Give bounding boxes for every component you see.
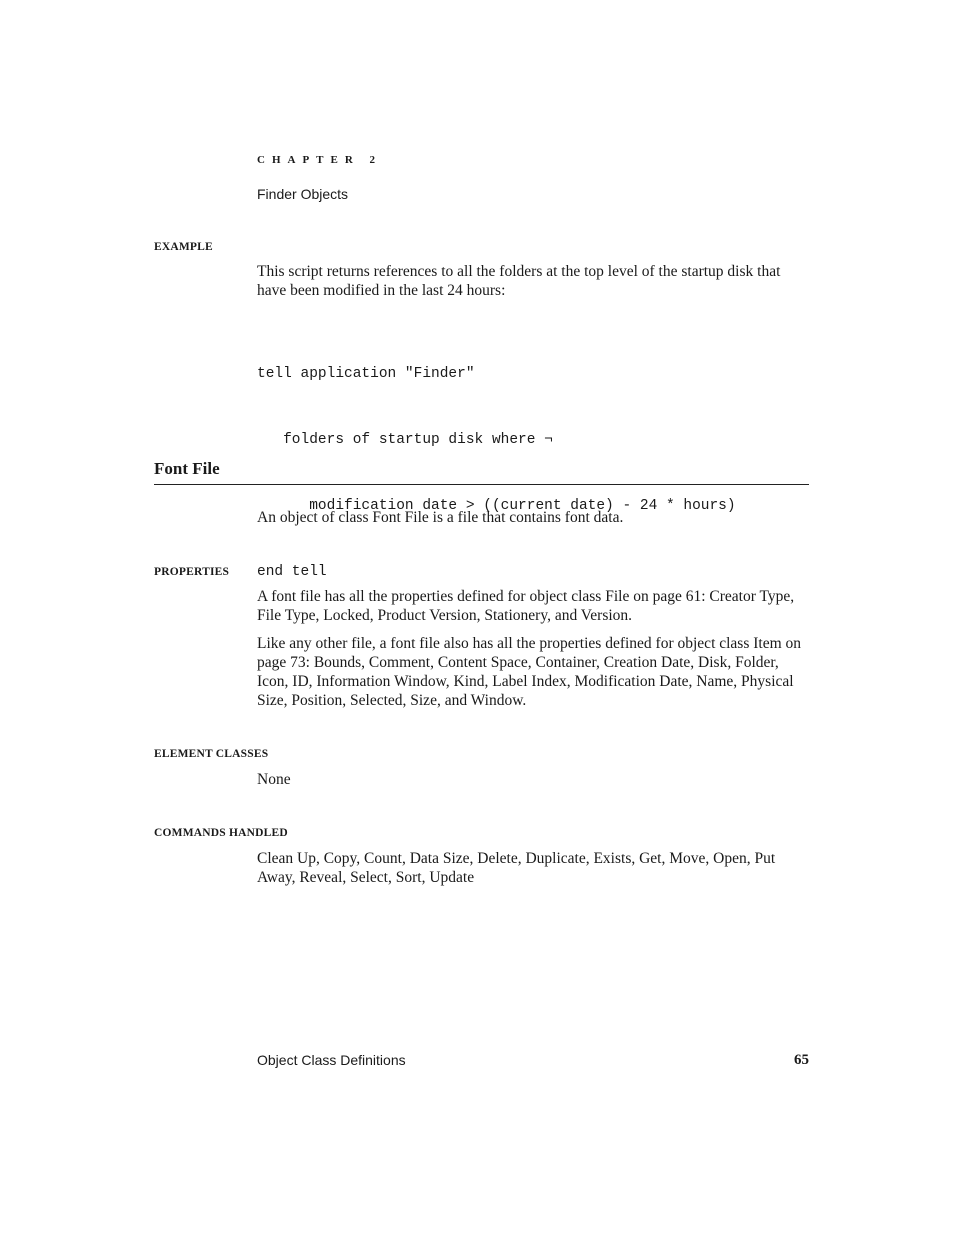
page-number: 65: [794, 1052, 809, 1068]
element-classes-heading: ELEMENT CLASSES: [154, 748, 269, 760]
element-classes-value: None: [257, 771, 291, 788]
code-line: tell application "Finder": [257, 366, 475, 382]
section-title: Font File: [154, 459, 220, 478]
footer-section-title: Object Class Definitions: [257, 1052, 406, 1068]
properties-paragraph-2: Like any other file, a font file also has all the properties defined for object class Item on page 73: Bounds, Comment, Content Space, Container, Creation Date, Disk, Folder, Icon, ID, Information Window, Kind, Label Index, Modification Date, Name, Physical Size, Position, Selected, Size, and Window.: [257, 635, 802, 709]
properties-heading: PROPERTIES: [154, 566, 230, 578]
code-line: modification date > ((current date) - 24 * hours): [257, 498, 736, 514]
example-intro: This script returns references to all the folders at the top level of the startup disk that have been modified in the last 24 hours:: [257, 263, 781, 299]
commands-handled-heading: COMMANDS HANDLED: [154, 827, 288, 839]
font-file-description: An object of class Font File is a file that contains font data.: [257, 509, 624, 526]
code-line: folders of startup disk where ¬: [257, 432, 553, 448]
code-line: end tell: [257, 564, 327, 580]
example-heading: EXAMPLE: [154, 241, 213, 253]
section-divider: [154, 484, 809, 485]
chapter-title: Finder Objects: [257, 186, 349, 202]
code-block: [257, 319, 736, 605]
properties-paragraph-1: A font file has all the properties defined for object class File on page 61: Creator Type, File Type, Locked, Product Version, Stationery, and Version.: [257, 588, 795, 624]
chapter-label: CHAPTER 2: [257, 154, 383, 166]
commands-handled-value: Clean Up, Copy, Count, Data Size, Delete, Duplicate, Exists, Get, Move, Open, Put Away, Reveal, Select, Sort, Update: [257, 850, 776, 886]
